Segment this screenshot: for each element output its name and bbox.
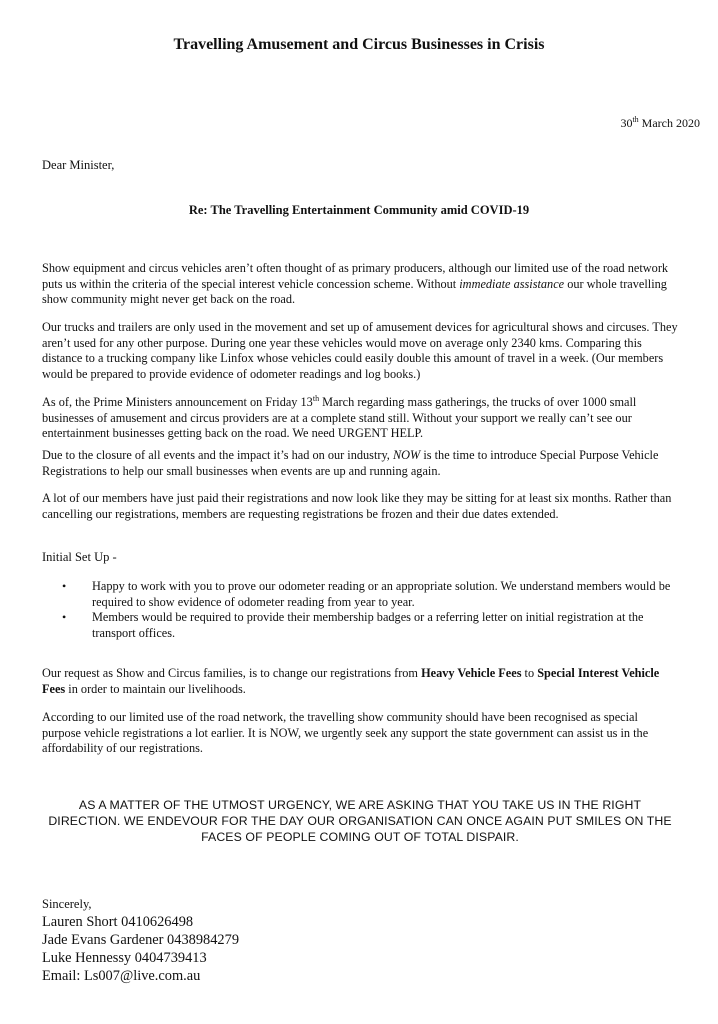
paragraph-1-text-a: Show equipment and circus vehicles aren’t often thought of as primary producers, although our limited use of the road network puts us within the criteria of the special interest vehicle concession scheme. Without xyxy=(42,261,669,291)
paragraph-6-text-c: in order to maintain our livelihoods. xyxy=(65,681,246,696)
list-item xyxy=(42,579,678,610)
contact-list xyxy=(42,913,239,985)
date-rest: March 2020 xyxy=(638,116,700,130)
paragraph-4 xyxy=(42,448,678,479)
paragraph-6-bold-2: Special Interest Vehicle Fees xyxy=(42,666,660,696)
salutation: Dear Minister, xyxy=(42,158,115,172)
paragraph-3 xyxy=(42,395,678,442)
letter-title: Travelling Amusement and Circus Businesses in Crisis xyxy=(173,36,545,53)
paragraph-6-text-mid: to xyxy=(521,666,538,680)
subject-line: Re: The Travelling Entertainment Community amid COVID-19 xyxy=(188,203,530,217)
date-suffix: th xyxy=(632,115,639,124)
paragraph-3-superscript: th xyxy=(312,393,320,403)
date-day: 30 xyxy=(620,116,633,130)
paragraph-6-text-a: Our request as Show and Circus families, is to change our registrations from xyxy=(42,666,422,680)
setup-heading: Initial Set Up - xyxy=(42,550,117,564)
paragraph-6-bold-1: Heavy Vehicle Fees xyxy=(421,666,522,680)
paragraph-4-text-a: Due to the closure of all events and the impact it’s had on our industry, xyxy=(42,448,393,462)
paragraph-1 xyxy=(42,261,678,308)
contact-line: Lauren Short 0410626498 xyxy=(42,914,194,930)
paragraph-7: According to our limited use of the road network, the travelling show community should have been recognised as special purpose vehicle registrations a lot earlier. It is NOW, we urgently seek any support the state government can assist us in the affordability of our registrations. xyxy=(42,710,649,755)
bullet-text: Happy to work with you to prove our odometer reading or an appropriate solution. We understand members would be required to show evidence of odometer reading from year to year. xyxy=(92,579,671,609)
paragraph-6 xyxy=(42,666,678,697)
bullet-dot: • xyxy=(62,579,67,593)
list-item xyxy=(42,610,678,641)
signoff: Sincerely, xyxy=(42,897,92,911)
setup-bullet-list xyxy=(42,579,678,641)
paragraph-2: Our trucks and trailers are only used in the movement and set up of amusement devices for agricultural shows and circuses. They aren’t used for any other purpose. During one year these vehicles would move on average only 2340 kms. Comparing this distance to a trucking company like Linfox whose vehicles could easily double this amount of travel in a week. (Our members would be prepared to provide evidence of odometer readings and log books.) xyxy=(42,320,678,381)
paragraph-4-text-b: is the time to introduce Special Purpose Vehicle Registrations to help our small businesses when events are up and running again. xyxy=(42,448,659,478)
contact-email: Email: Ls007@live.com.au xyxy=(42,968,201,984)
paragraph-1-emphasis: immediate assistance xyxy=(459,276,565,291)
paragraph-4-emphasis: NOW xyxy=(392,448,421,462)
urgent-statement: AS A MATTER OF THE UTMOST URGENCY, WE ARE ASKING THAT YOU TAKE US IN THE RIGHT DIRECTION. WE ENDEVOUR FOR THE DAY OUR ORGANISATION CAN ONCE AGAIN PUT SMILES ON THE FACES OF PEOPLE COMING OUT OF TOTAL DISPAIR. xyxy=(48,798,672,844)
contact-line: Jade Evans Gardener 0438984279 xyxy=(42,932,240,948)
contact-line: Luke Hennessy 0404739413 xyxy=(42,950,207,966)
bullet-dot: • xyxy=(62,610,67,624)
paragraph-1-text-b: our whole travelling show community might never get back on the road. xyxy=(42,276,667,306)
paragraph-5: A lot of our members have just paid their registrations and now look like they may be sitting for at least six months. Rather than cancelling our registrations, members are requesting registrations be frozen and their due dates extended. xyxy=(42,491,672,521)
paragraph-3-text-a: As of, the Prime Ministers announcement on Friday 13 xyxy=(42,395,313,409)
letter-date xyxy=(620,115,700,131)
bullet-text: Members would be required to provide their membership badges or a referring letter on initial registration at the transport offices. xyxy=(92,610,644,640)
paragraph-3-text-b: March regarding mass gatherings, the trucks of over 1000 small businesses of amusement and circus providers are at a complete stand still. Without your support we really can’t see our entertainment businesses getting back on the road. We need URGENT HELP. xyxy=(42,395,637,440)
